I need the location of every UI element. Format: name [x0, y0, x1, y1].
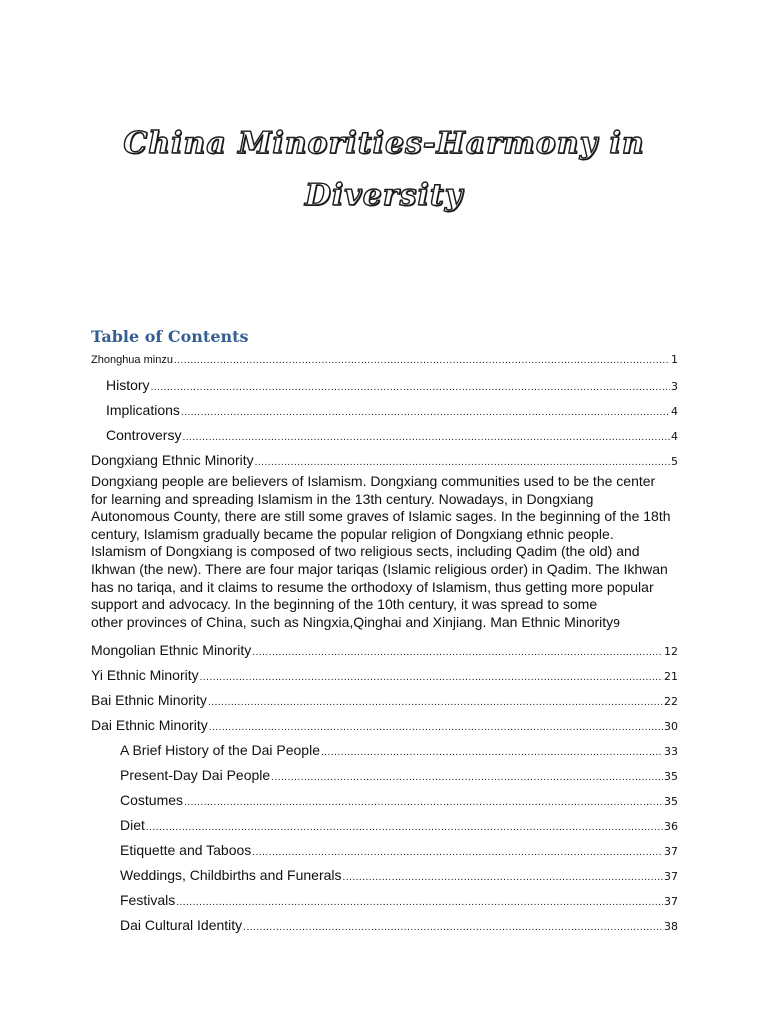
toc-leader-dots [343, 869, 663, 887]
toc-leader-dots [252, 644, 663, 662]
toc-entry-page: 35 [664, 770, 678, 783]
toc-heading: Table of Contents [91, 327, 249, 346]
toc-entry-page: 5 [671, 455, 678, 468]
toc-entry-page: 21 [664, 670, 678, 683]
toc-entry-etiquette[interactable] [120, 841, 678, 862]
toc-entry-label: Yi Ethnic Minority [91, 667, 199, 683]
toc-leader-dots [321, 744, 663, 762]
toc-paragraph-tail-label: other provinces of China, such as Ningxia,Qinghai and Xinjiang. Man Ethnic Minority [91, 613, 614, 630]
toc-entry-zhonghua-minzu[interactable] [91, 351, 678, 370]
toc-entry-history[interactable] [106, 376, 678, 397]
title-line-1: China Minorities-Harmony in [123, 126, 645, 161]
toc-entry-page: 37 [664, 845, 678, 858]
toc-entry-page: 4 [671, 430, 678, 443]
toc-leader-dots [146, 819, 663, 837]
toc-leader-dots [184, 794, 663, 812]
toc-paragraph-body: Dongxiang people are believers of Islamism. Dongxiang communities used to be the center for learning and spreading Islamism in the 13th century. Nowadays, in Dongxiang Autonomous County, there are still some graves of Islamic sages. In the beginning of the 18th century, Islamism gradually became the popular religion of Dongxiang ethnic people. Islamism of Dongxiang is composed of two religious sects, including Qadim (the old) and Ikhwan (the new). There are four major tariqas (Islamic religious order) in Qadim. The Ikhwan has no tariqa, and it claims to resume the orthodoxy of Islamism, thus getting more popular support and advocacy. In the beginning of the 10th century, it was spread to some [91, 473, 671, 613]
toc-entry-dai[interactable] [91, 716, 678, 737]
toc-entry-page: 22 [664, 695, 678, 708]
toc-entry-controversy[interactable] [106, 426, 678, 447]
toc-entry-label: Etiquette and Taboos [120, 842, 252, 858]
toc-leader-dots [151, 379, 670, 397]
toc-leader-dots [200, 669, 663, 687]
toc-entry-weddings[interactable] [120, 866, 678, 887]
toc-entry-label: Mongolian Ethnic Minority [91, 642, 252, 658]
document-title [0, 118, 768, 222]
toc-leader-dots [252, 844, 663, 862]
toc-entry-label: Dongxiang Ethnic Minority [91, 452, 254, 468]
toc-entry-label: Weddings, Childbirths and Funerals [120, 867, 342, 883]
toc-entry-label: Controversy [106, 427, 182, 443]
toc-entry-page: 33 [664, 745, 678, 758]
toc-leader-dots [255, 454, 670, 472]
toc-entry-dai-cultural-identity[interactable] [120, 916, 678, 937]
toc-leader-dots [209, 719, 663, 737]
toc-entry-label: Zhonghua minzu [91, 354, 173, 366]
toc-entry-man-ethnic-minority[interactable] [91, 614, 671, 633]
toc-leader-dots [271, 769, 663, 787]
toc-leader-dots [243, 919, 663, 937]
toc-leader-dots [181, 404, 670, 422]
toc-entry-page: 37 [664, 895, 678, 908]
toc-entry-label: Bai Ethnic Minority [91, 692, 207, 708]
toc-entry-page: 9 [613, 616, 621, 630]
toc-entry-page: 36 [664, 820, 678, 833]
toc-entry-page: 37 [664, 870, 678, 883]
toc-leader-dots [174, 352, 670, 370]
toc-entry-label: Costumes [120, 792, 184, 808]
toc-entry-diet[interactable] [120, 816, 678, 837]
toc-entry-label: Implications [106, 402, 180, 418]
toc-entry-page: 12 [664, 645, 678, 658]
toc-paragraph [91, 473, 671, 632]
toc-entry-label: History [106, 377, 150, 393]
toc-entry-label: A Brief History of the Dai People [120, 742, 320, 758]
toc-entry-page: 1 [671, 353, 678, 366]
toc-entry-festivals[interactable] [120, 891, 678, 912]
toc-entry-costumes[interactable] [120, 791, 678, 812]
toc-entry-label: Present-Day Dai People [120, 767, 271, 783]
toc-entry-mongolian[interactable] [91, 641, 678, 662]
toc-leader-dots [176, 894, 663, 912]
toc-leader-dots [182, 429, 670, 447]
toc-entry-page: 4 [671, 405, 678, 418]
toc-entry-dongxiang[interactable] [91, 451, 678, 472]
toc-entry-page: 35 [664, 795, 678, 808]
toc-entry-bai[interactable] [91, 691, 678, 712]
toc-entry-implications[interactable] [106, 401, 678, 422]
toc-entry-page: 3 [671, 380, 678, 393]
toc-entry-page: 38 [664, 920, 678, 933]
toc-entry-label: Dai Ethnic Minority [91, 717, 208, 733]
toc-entry-dai-history[interactable] [120, 741, 678, 762]
toc-entry-present-day-dai[interactable] [120, 766, 678, 787]
toc-entry-label: Dai Cultural Identity [120, 917, 243, 933]
toc-entry-label: Festivals [120, 892, 176, 908]
toc-entry-label: Diet [120, 817, 145, 833]
toc-entry-yi[interactable] [91, 666, 678, 687]
toc-entry-page: 30 [664, 720, 678, 733]
title-line-2: Diversity [304, 178, 464, 213]
toc-leader-dots [208, 694, 663, 712]
